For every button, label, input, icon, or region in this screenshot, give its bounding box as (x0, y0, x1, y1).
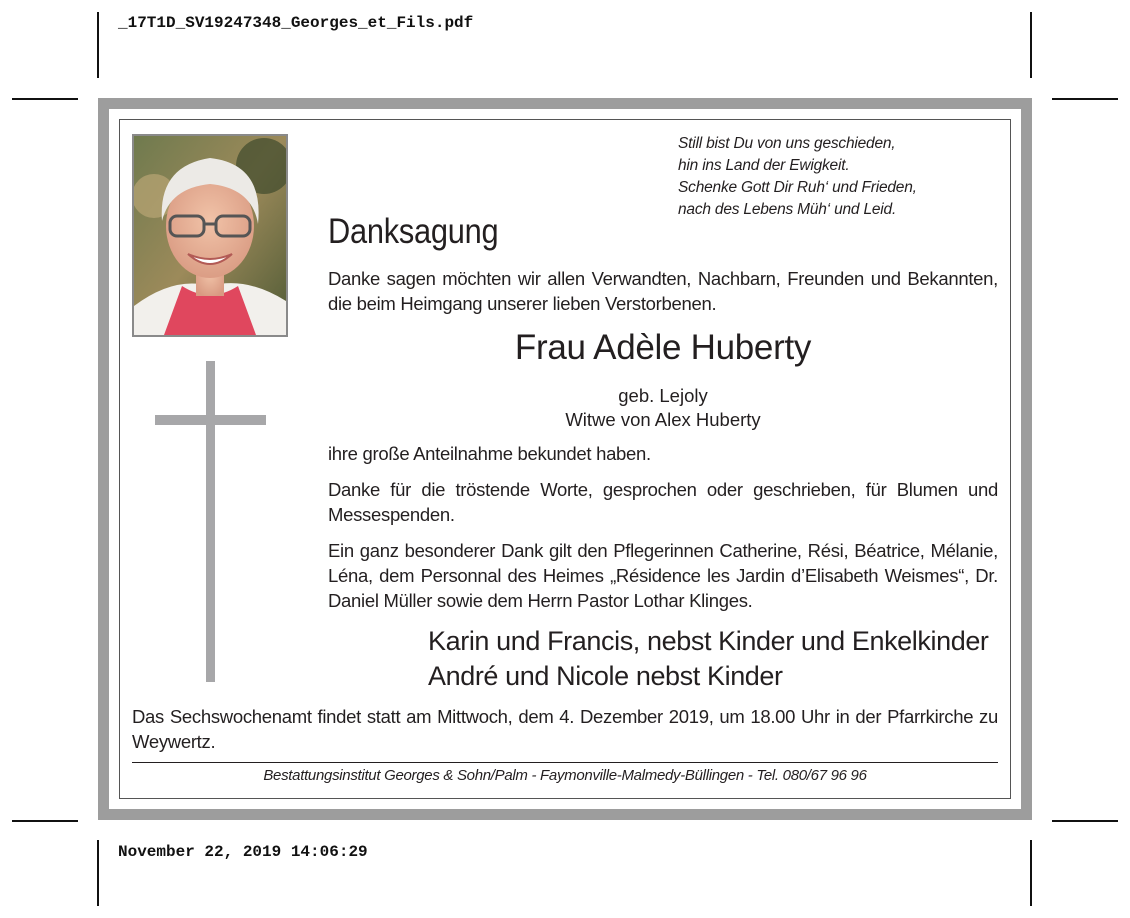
maiden-name: geb. Lejoly (618, 385, 708, 406)
family-signature: Karin und Francis, nebst Kinder und Enkelkinder (428, 626, 989, 656)
cross-vertical-beam (206, 361, 215, 682)
poem (678, 133, 917, 221)
poem-line: nach des Lebens Müh‘ und Leid. (678, 201, 897, 218)
file-name: _17T1D_SV19247348_Georges_et_Fils.pdf (118, 14, 474, 32)
cross-horizontal-beam (155, 415, 266, 425)
sympathy-paragraph: ihre große Anteilnahme bekundet haben. (328, 443, 651, 464)
notice-heading: Danksagung (328, 212, 499, 251)
funeral-home-footer: Bestattungsinstitut Georges & Sohn/Palm - Faymonville-Malmedy-Büllingen - Tel. 080/67 96 96 (263, 767, 867, 784)
special-thanks-paragraph: Ein ganz besonderer Dank gilt den Pflegerinnen Catherine, Rési, Béatrice, Mélanie, Léna, dem Personnal des Heimes „Résidence les Jardin d’Elisabeth Weismes“, Dr. Daniel Müller sowie dem Herrn Pastor Lothar Klinges. (328, 540, 998, 611)
crop-mark-top-right-horizontal (1052, 98, 1118, 100)
print-timestamp: November 22, 2019 14:06:29 (118, 843, 368, 861)
footer-divider (132, 762, 998, 763)
crop-mark-bottom-right-vertical (1030, 840, 1032, 906)
poem-line: Still bist Du von uns geschieden, (678, 135, 896, 152)
mass-announcement: Das Sechswochenamt findet statt am Mittwoch, dem 4. Dezember 2019, um 18.00 Uhr in der Pfarrkirche zu Weywertz. (132, 706, 998, 752)
poem-line: Schenke Gott Dir Ruh‘ und Frieden, (678, 179, 917, 196)
widow-of: Witwe von Alex Huberty (565, 409, 761, 430)
family-signature: André und Nicole nebst Kinder (428, 661, 783, 691)
deceased-name: Frau Adèle Huberty (514, 328, 812, 367)
poem-line: hin ins Land der Ewigkeit. (678, 157, 850, 174)
portrait-photo (132, 134, 288, 337)
thanks-words-paragraph: Danke für die tröstende Worte, gesprochen oder geschrieben, für Blumen und Messespenden. (328, 479, 998, 525)
intro-paragraph: Danke sagen möchten wir allen Verwandten, Nachbarn, Freunden und Bekannten, die beim Heimgang unserer lieben Verstorbenen. (328, 268, 998, 314)
crop-mark-top-right-vertical (1030, 12, 1032, 78)
crop-mark-bottom-left-vertical (97, 840, 99, 906)
crop-mark-top-left-horizontal (12, 98, 78, 100)
crop-mark-bottom-left-horizontal (12, 820, 78, 822)
crop-mark-bottom-right-horizontal (1052, 820, 1118, 822)
crop-mark-top-left-vertical (97, 12, 99, 78)
